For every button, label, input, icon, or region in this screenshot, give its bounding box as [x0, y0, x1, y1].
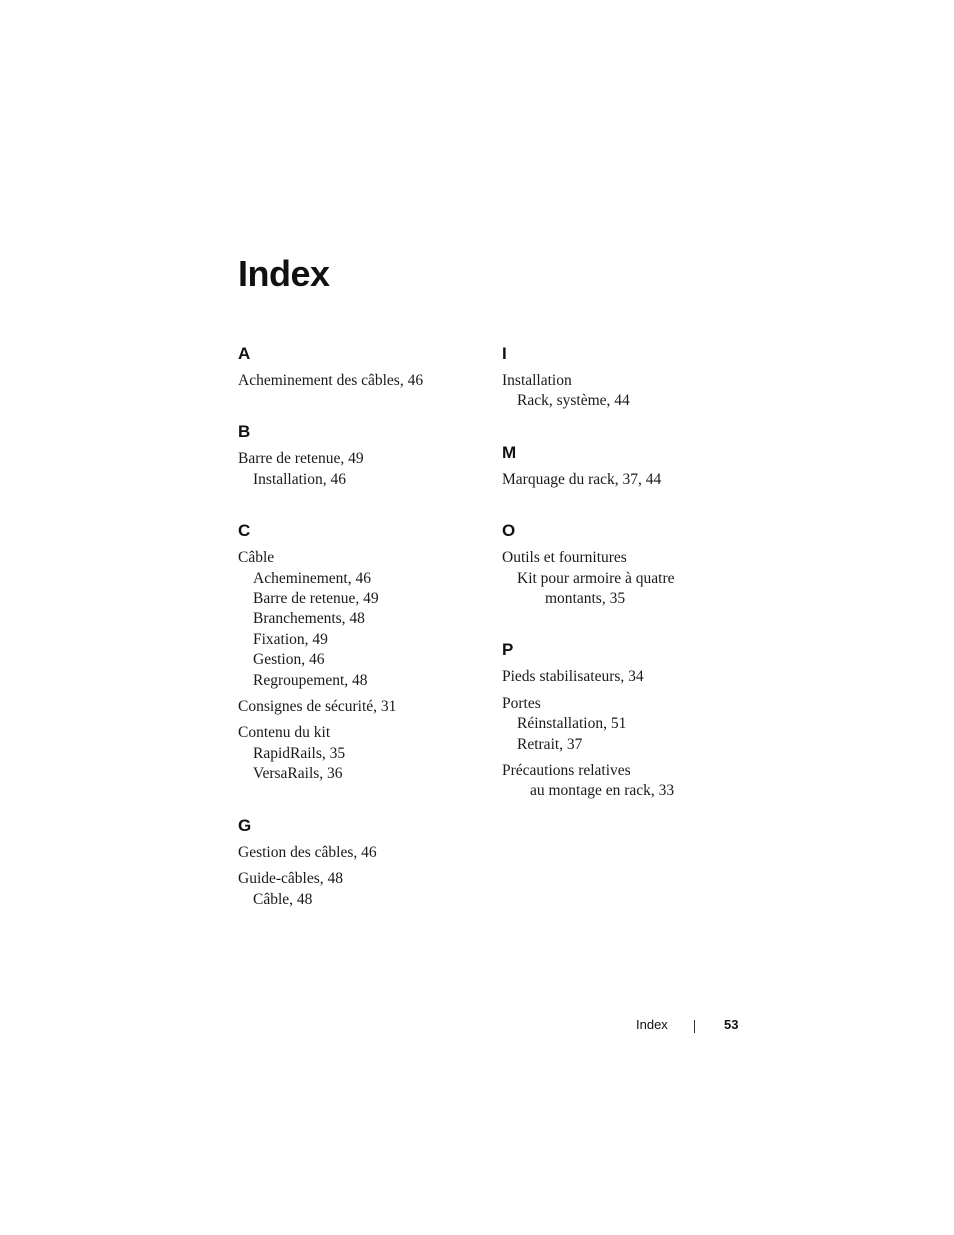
section-letter: M: [502, 442, 517, 462]
footer-label: Index: [636, 1017, 668, 1032]
section-letter: G: [238, 815, 252, 835]
index-entry: [502, 694, 752, 755]
index-section-g: [238, 815, 488, 910]
index-entry: [502, 667, 752, 687]
index-entry-main: Consignes de sécurité, 31: [238, 698, 397, 716]
index-entry-main: Pieds stabilisateurs, 34: [502, 668, 644, 686]
page-footer: [600, 1016, 740, 1036]
index-entry-continuation: au montage en rack, 33: [530, 782, 675, 800]
index-entry: [238, 843, 488, 863]
section-letter: O: [502, 521, 516, 541]
index-section-o: [502, 520, 752, 609]
section-letter: A: [238, 344, 251, 363]
index-section-m: [502, 442, 752, 490]
index-entry: [502, 548, 752, 609]
index-column-right: [502, 343, 752, 832]
index-subentry: VersaRails, 36: [253, 765, 343, 783]
index-subentry: Installation, 46: [253, 470, 346, 488]
index-subentry: Acheminement, 46: [253, 569, 371, 587]
index-subentry: Kit pour armoire à quatre: [517, 569, 675, 587]
index-entry-main: Outils et fournitures: [502, 549, 627, 567]
index-subentry: Regroupement, 48: [253, 671, 368, 689]
section-letter: P: [502, 640, 514, 660]
index-entry-main: Acheminement des câbles, 46: [238, 372, 424, 389]
page-title: Index: [238, 253, 330, 294]
page-number: 53: [724, 1017, 739, 1032]
index-entry-main: Installation: [502, 372, 572, 389]
index-subentry: Retrait, 37: [517, 735, 583, 753]
index-entry: [238, 697, 488, 717]
index-entry-main: Guide-câbles, 48: [238, 870, 344, 888]
index-entry-main: Barre de retenue, 49: [238, 450, 364, 468]
section-letter: C: [238, 521, 251, 541]
index-entry: [502, 371, 752, 412]
index-entry-main: Portes: [502, 694, 541, 712]
section-letter: B: [238, 422, 251, 442]
index-entry: [238, 548, 488, 691]
index-subentry: Barre de retenue, 49: [253, 590, 379, 608]
index-subentry: Rack, système, 44: [517, 392, 630, 410]
index-subentry-continuation: montants, 35: [545, 590, 626, 608]
index-subentry: Branchements, 48: [253, 610, 365, 628]
section-letter: I: [502, 344, 507, 363]
index-section-a: [238, 343, 488, 391]
index-entry-main: Marquage du rack, 37, 44: [502, 470, 662, 488]
index-subentry: RapidRails, 35: [253, 744, 346, 762]
index-section-p: [502, 639, 752, 801]
index-subentry: Réinstallation, 51: [517, 715, 627, 733]
index-entry: [238, 371, 488, 391]
index-section-c: [238, 520, 488, 784]
footer-separator: [694, 1020, 695, 1033]
index-entry: [238, 449, 488, 490]
index-section-b: [238, 421, 488, 490]
index-entry: [238, 869, 488, 910]
index-entry-main: Contenu du kit: [238, 724, 331, 742]
index-subentry: Fixation, 49: [253, 630, 328, 648]
index-entry-main: Câble: [238, 549, 275, 567]
index-column-left: [238, 343, 488, 940]
index-entry: [502, 761, 752, 802]
index-entry: [238, 723, 488, 784]
index-entry-main: Gestion des câbles, 46: [238, 843, 377, 861]
index-section-i: [502, 343, 752, 412]
index-subentry: Câble, 48: [253, 890, 313, 908]
index-entry-main: Précautions relatives: [502, 762, 631, 780]
index-entry: [502, 470, 752, 490]
index-subentry: Gestion, 46: [253, 651, 325, 669]
